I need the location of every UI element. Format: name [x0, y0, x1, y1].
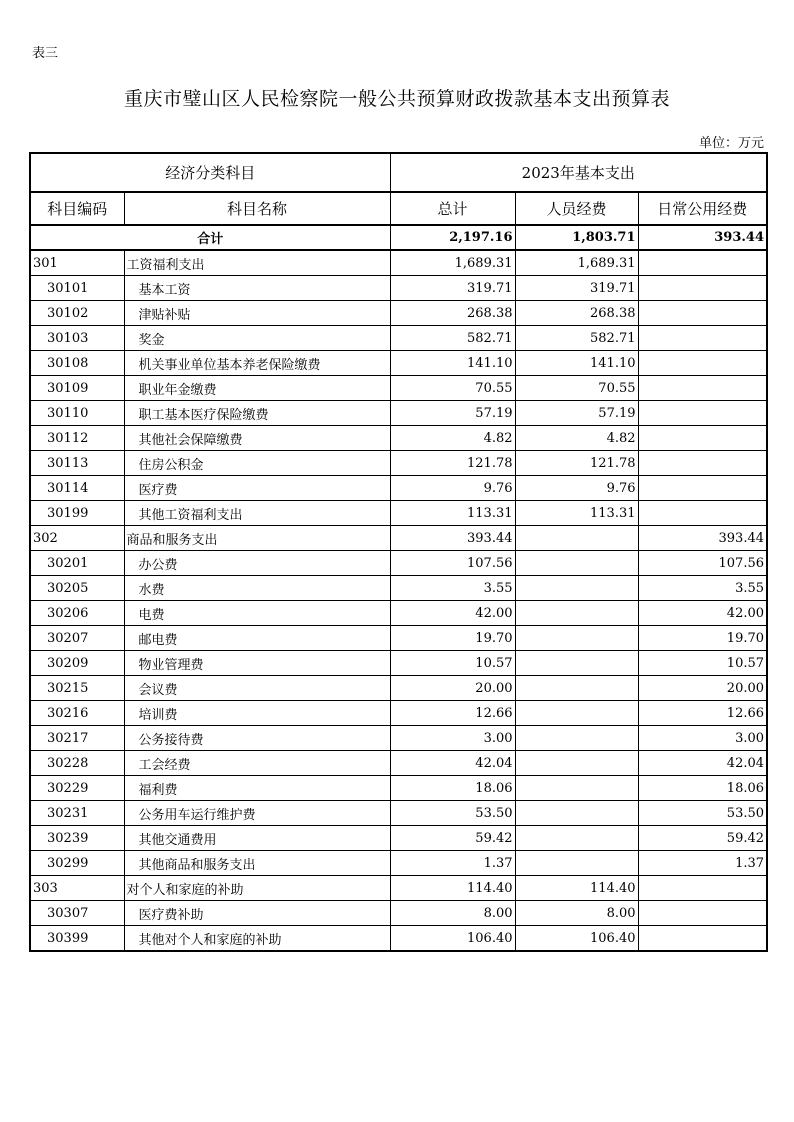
subject-name-cell: 奖金 — [124, 326, 390, 351]
subject-name-cell: 公务接待费 — [124, 726, 390, 751]
personnel-cell — [515, 801, 638, 826]
total-cell: 70.55 — [390, 376, 515, 401]
table-row — [30, 751, 767, 776]
public-cell — [638, 351, 767, 376]
public-cell: 19.70 — [638, 626, 767, 651]
personnel-cell — [515, 601, 638, 626]
table-row — [30, 401, 767, 426]
total-cell: 1,689.31 — [390, 250, 515, 276]
personnel-cell — [515, 526, 638, 551]
public-cell — [638, 426, 767, 451]
total-personnel: 1,803.71 — [515, 225, 638, 250]
table-row — [30, 276, 767, 301]
subject-code-cell: 30201 — [30, 551, 124, 576]
subject-name-cell: 医疗费补助 — [124, 901, 390, 926]
personnel-cell — [515, 626, 638, 651]
personnel-cell: 106.40 — [515, 926, 638, 952]
total-cell: 19.70 — [390, 626, 515, 651]
header-personnel-expense: 人员经费 — [515, 192, 638, 225]
public-cell — [638, 276, 767, 301]
subject-name-cell: 职业年金缴费 — [124, 376, 390, 401]
total-cell: 3.55 — [390, 576, 515, 601]
subject-name-cell: 培训费 — [124, 701, 390, 726]
subject-name-cell: 其他商品和服务支出 — [124, 851, 390, 876]
subject-code-cell: 30102 — [30, 301, 124, 326]
subject-name-cell: 住房公积金 — [124, 451, 390, 476]
total-cell: 114.40 — [390, 876, 515, 901]
subject-name-cell: 工会经费 — [124, 751, 390, 776]
personnel-cell: 113.31 — [515, 501, 638, 526]
total-cell: 268.38 — [390, 301, 515, 326]
total-cell: 42.04 — [390, 751, 515, 776]
table-row — [30, 826, 767, 851]
public-cell: 20.00 — [638, 676, 767, 701]
subject-name-cell: 工资福利支出 — [124, 250, 390, 276]
public-cell — [638, 476, 767, 501]
public-cell — [638, 326, 767, 351]
public-cell — [638, 876, 767, 901]
table-row — [30, 926, 767, 952]
header-2023-basic-expenditure: 2023年基本支出 — [390, 153, 767, 192]
total-cell: 42.00 — [390, 601, 515, 626]
public-cell: 1.37 — [638, 851, 767, 876]
table-row — [30, 701, 767, 726]
subject-code-cell: 30228 — [30, 751, 124, 776]
subject-code-cell: 30112 — [30, 426, 124, 451]
subject-code-cell: 30101 — [30, 276, 124, 301]
public-cell: 393.44 — [638, 526, 767, 551]
total-cell: 8.00 — [390, 901, 515, 926]
public-cell — [638, 250, 767, 276]
budget-table — [29, 152, 768, 952]
public-cell — [638, 401, 767, 426]
public-cell: 59.42 — [638, 826, 767, 851]
table-row — [30, 476, 767, 501]
subject-name-cell: 办公费 — [124, 551, 390, 576]
subject-code-cell: 30205 — [30, 576, 124, 601]
personnel-cell: 9.76 — [515, 476, 638, 501]
personnel-cell — [515, 701, 638, 726]
total-cell: 319.71 — [390, 276, 515, 301]
subject-name-cell: 邮电费 — [124, 626, 390, 651]
total-cell: 1.37 — [390, 851, 515, 876]
total-cell: 53.50 — [390, 801, 515, 826]
personnel-cell: 4.82 — [515, 426, 638, 451]
subject-name-cell: 商品和服务支出 — [124, 526, 390, 551]
personnel-cell — [515, 576, 638, 601]
subject-code-cell: 303 — [30, 876, 124, 901]
total-cell: 121.78 — [390, 451, 515, 476]
subject-name-cell: 其他社会保障缴费 — [124, 426, 390, 451]
table-row — [30, 676, 767, 701]
personnel-cell — [515, 551, 638, 576]
personnel-cell — [515, 851, 638, 876]
subject-name-cell: 水费 — [124, 576, 390, 601]
total-cell: 57.19 — [390, 401, 515, 426]
public-cell — [638, 376, 767, 401]
table-row — [30, 776, 767, 801]
total-row — [30, 225, 767, 250]
personnel-cell: 57.19 — [515, 401, 638, 426]
subject-name-cell: 职工基本医疗保险缴费 — [124, 401, 390, 426]
total-cell: 18.06 — [390, 776, 515, 801]
subject-name-cell: 会议费 — [124, 676, 390, 701]
subject-code-cell: 30108 — [30, 351, 124, 376]
total-cell: 20.00 — [390, 676, 515, 701]
table-row — [30, 551, 767, 576]
subject-code-cell: 30109 — [30, 376, 124, 401]
total-cell: 107.56 — [390, 551, 515, 576]
personnel-cell: 319.71 — [515, 276, 638, 301]
table-row — [30, 451, 767, 476]
subject-code-cell: 30307 — [30, 901, 124, 926]
subject-name-cell: 基本工资 — [124, 276, 390, 301]
total-cell: 141.10 — [390, 351, 515, 376]
table-row — [30, 726, 767, 751]
subject-code-cell: 30215 — [30, 676, 124, 701]
personnel-cell — [515, 776, 638, 801]
total-cell: 12.66 — [390, 701, 515, 726]
public-cell — [638, 301, 767, 326]
header-subject-code: 科目编码 — [30, 192, 124, 225]
subject-name-cell: 医疗费 — [124, 476, 390, 501]
personnel-cell: 114.40 — [515, 876, 638, 901]
personnel-cell: 141.10 — [515, 351, 638, 376]
total-cell: 582.71 — [390, 326, 515, 351]
table-row — [30, 901, 767, 926]
subject-code-cell: 302 — [30, 526, 124, 551]
personnel-cell: 582.71 — [515, 326, 638, 351]
total-cell: 59.42 — [390, 826, 515, 851]
personnel-cell — [515, 676, 638, 701]
total-cell: 9.76 — [390, 476, 515, 501]
table-row — [30, 801, 767, 826]
public-cell — [638, 926, 767, 952]
subject-name-cell: 其他对个人和家庭的补助 — [124, 926, 390, 952]
total-amount: 2,197.16 — [390, 225, 515, 250]
personnel-cell: 268.38 — [515, 301, 638, 326]
subject-code-cell: 30114 — [30, 476, 124, 501]
personnel-cell: 1,689.31 — [515, 250, 638, 276]
table-label: 表三 — [32, 46, 59, 61]
subject-code-cell: 30199 — [30, 501, 124, 526]
header-economic-classification: 经济分类科目 — [30, 153, 390, 192]
table-row — [30, 876, 767, 901]
total-cell: 4.82 — [390, 426, 515, 451]
public-cell: 12.66 — [638, 701, 767, 726]
unit-label: 单位：万元 — [698, 136, 764, 151]
subject-code-cell: 30206 — [30, 601, 124, 626]
subject-code-cell: 301 — [30, 250, 124, 276]
public-cell: 53.50 — [638, 801, 767, 826]
total-cell: 3.00 — [390, 726, 515, 751]
total-cell: 10.57 — [390, 651, 515, 676]
total-cell: 393.44 — [390, 526, 515, 551]
table-row — [30, 851, 767, 876]
total-cell: 113.31 — [390, 501, 515, 526]
subject-name-cell: 福利费 — [124, 776, 390, 801]
subject-name-cell: 电费 — [124, 601, 390, 626]
public-cell: 107.56 — [638, 551, 767, 576]
personnel-cell — [515, 726, 638, 751]
header-subject-name: 科目名称 — [124, 192, 390, 225]
public-cell: 3.00 — [638, 726, 767, 751]
subject-code-cell: 30231 — [30, 801, 124, 826]
table-row — [30, 426, 767, 451]
personnel-cell — [515, 826, 638, 851]
subject-name-cell: 其他工资福利支出 — [124, 501, 390, 526]
personnel-cell — [515, 651, 638, 676]
personnel-cell: 70.55 — [515, 376, 638, 401]
table-row — [30, 351, 767, 376]
public-cell: 3.55 — [638, 576, 767, 601]
subject-code-cell: 30217 — [30, 726, 124, 751]
subject-name-cell: 物业管理费 — [124, 651, 390, 676]
subject-code-cell: 30209 — [30, 651, 124, 676]
subject-name-cell: 公务用车运行维护费 — [124, 801, 390, 826]
subject-code-cell: 30239 — [30, 826, 124, 851]
public-cell: 42.04 — [638, 751, 767, 776]
public-cell — [638, 901, 767, 926]
subject-code-cell: 30399 — [30, 926, 124, 952]
subject-code-cell: 30103 — [30, 326, 124, 351]
table-row — [30, 501, 767, 526]
personnel-cell — [515, 751, 638, 776]
table-row — [30, 526, 767, 551]
public-cell: 10.57 — [638, 651, 767, 676]
subject-code-cell: 30299 — [30, 851, 124, 876]
subject-name-cell: 其他交通费用 — [124, 826, 390, 851]
personnel-cell: 121.78 — [515, 451, 638, 476]
subject-code-cell: 30216 — [30, 701, 124, 726]
public-cell: 42.00 — [638, 601, 767, 626]
personnel-cell: 8.00 — [515, 901, 638, 926]
subject-name-cell: 对个人和家庭的补助 — [124, 876, 390, 901]
table-row — [30, 626, 767, 651]
table-row — [30, 651, 767, 676]
table-row — [30, 576, 767, 601]
subject-code-cell: 30110 — [30, 401, 124, 426]
total-label: 合计 — [30, 225, 390, 250]
public-cell — [638, 501, 767, 526]
header-public-expense: 日常公用经费 — [638, 192, 767, 225]
public-cell — [638, 451, 767, 476]
subject-code-cell: 30207 — [30, 626, 124, 651]
public-cell: 18.06 — [638, 776, 767, 801]
table-row — [30, 376, 767, 401]
document-title: 重庆市璧山区人民检察院一般公共预算财政拨款基本支出预算表 — [123, 88, 670, 110]
header-total: 总计 — [390, 192, 515, 225]
subject-code-cell: 30113 — [30, 451, 124, 476]
table-row — [30, 326, 767, 351]
table-row — [30, 301, 767, 326]
total-cell: 106.40 — [390, 926, 515, 952]
table-row — [30, 601, 767, 626]
subject-name-cell: 津贴补贴 — [124, 301, 390, 326]
total-public: 393.44 — [638, 225, 767, 250]
subject-code-cell: 30229 — [30, 776, 124, 801]
table-row — [30, 250, 767, 276]
subject-name-cell: 机关事业单位基本养老保险缴费 — [124, 351, 390, 376]
